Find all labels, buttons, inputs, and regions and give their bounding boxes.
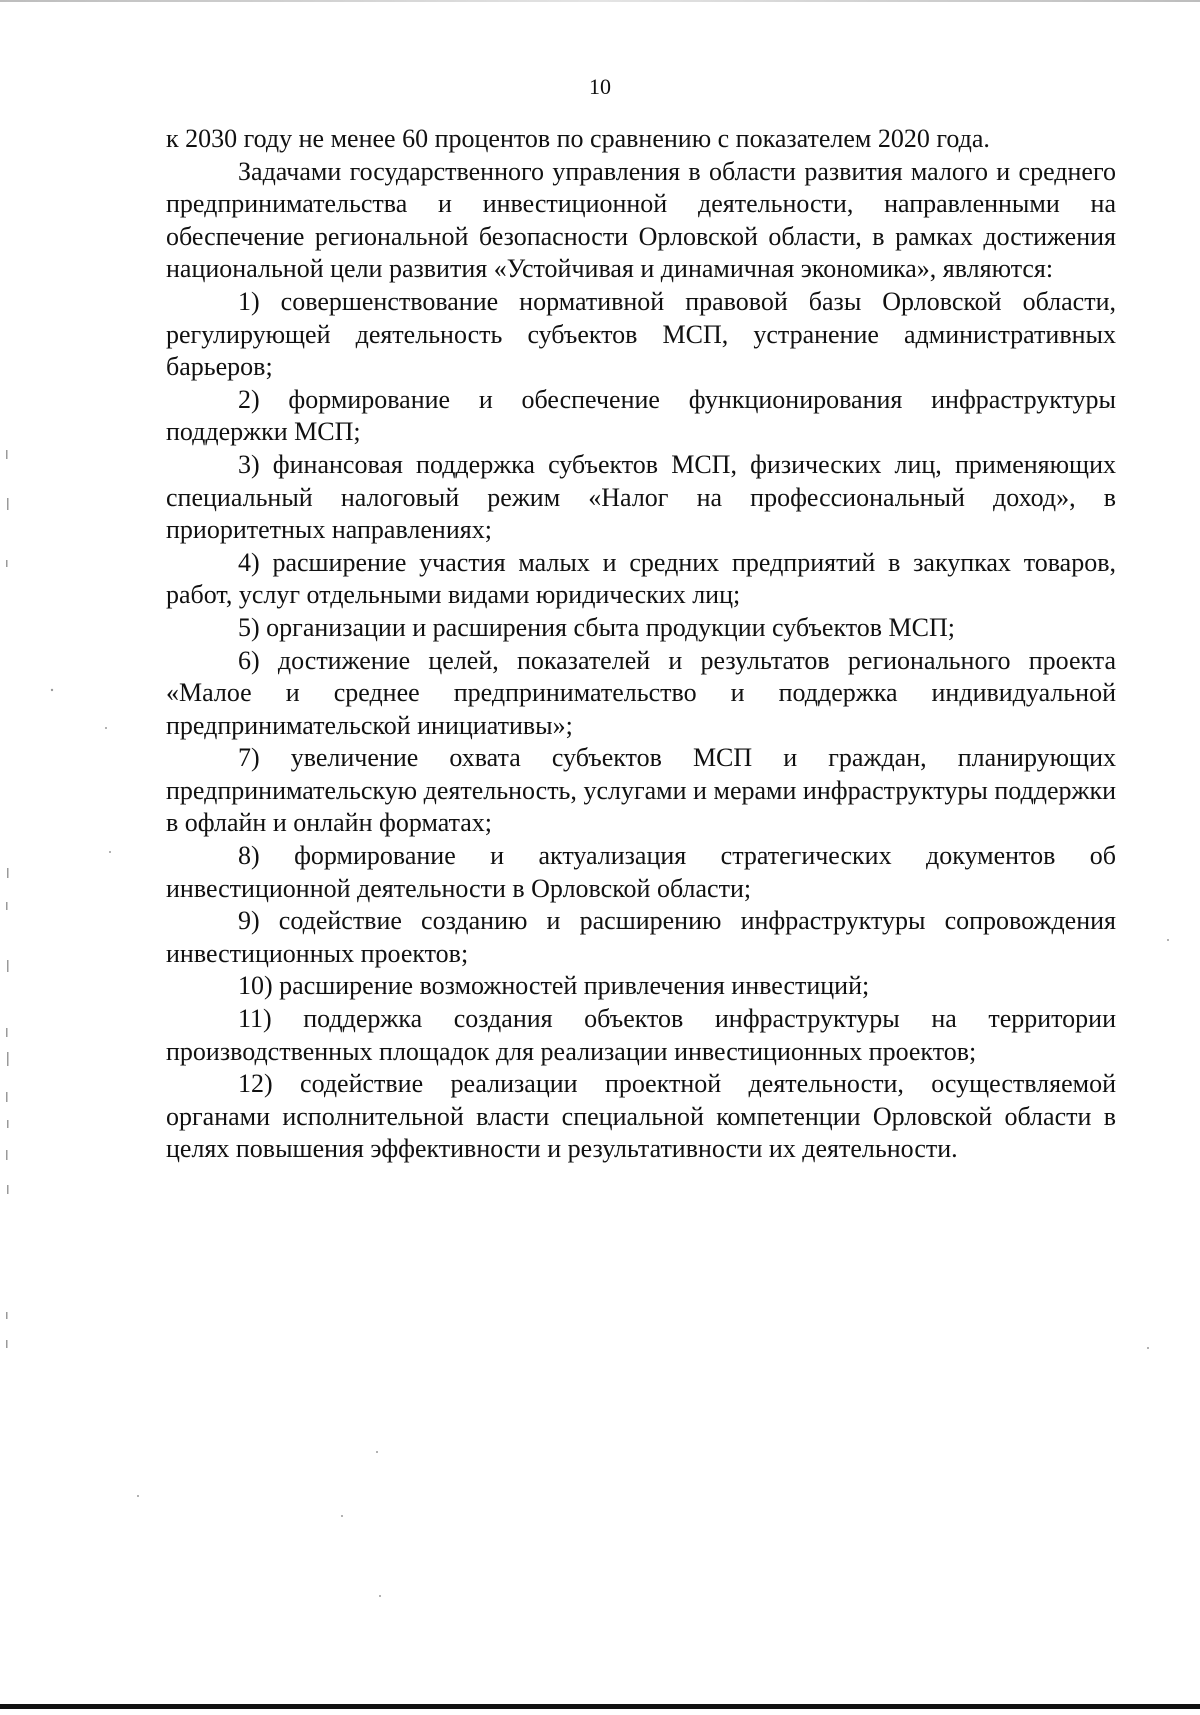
list-item-5: 5) организации и расширения сбыта продукции субъектов МСП; xyxy=(238,612,956,642)
list-item-2: 2) формирование и обеспечение функционирования инфраструктуры поддержки МСП; xyxy=(166,384,1116,447)
paragraph-continuation: к 2030 году не менее 60 процентов по сравнению с показателем 2020 года. xyxy=(166,124,990,153)
list-item-3: 3) финансовая поддержка субъектов МСП, физических лиц, применяющих специальный налоговый режим «Налог на профессиональный доход», в приоритетных направлениях; xyxy=(166,449,1116,545)
list-item-6: 6) достижение целей, показателей и результатов регионального проекта «Малое и среднее предпринимательство и поддержка индивидуальной предпринимательской инициативы»; xyxy=(166,645,1116,740)
list-item-10: 10) расширение возможностей привлечения инвестиций; xyxy=(238,971,870,1001)
scan-bottom-edge xyxy=(0,1704,1200,1709)
paragraph-tasks-intro: Задачами государственного управления в области развития малого и среднего предпринимательства и инвестиционной деятельности, направленными на обеспечение региональной безопасности Орловской области, в рамках достижения национальной цели развития «Устойчивая и динамичная экономика», являются: xyxy=(166,156,1116,284)
list-item-8: 8) формирование и актуализация стратегических документов об инвестиционной деятельности в Орловской области; xyxy=(166,841,1116,903)
list-item-11: 11) поддержка создания объектов инфраструктуры на территории производственных площадок для реализации инвестиционных проектов; xyxy=(166,1004,1116,1066)
list-item-12: 12) содействие реализации проектной деятельности, осуществляемой органами исполнительной власти специальной компетенции Орловской области в целях повышения эффективности и результативности их деятельности. xyxy=(166,1069,1116,1164)
list-item-4: 4) расширение участия малых и средних предприятий в закупках товаров, работ, услуг отдельными видами юридических лиц; xyxy=(166,547,1116,610)
list-item-9: 9) содействие созданию и расширению инфраструктуры сопровождения инвестиционных проектов; xyxy=(166,906,1116,968)
document-body xyxy=(166,123,1116,1166)
list-item-1: 1) совершенствование нормативной правовой базы Орловской области, регулирующей деятельность субъектов МСП, устранение административных барьеров; xyxy=(166,286,1116,382)
scan-top-edge xyxy=(0,0,1200,2)
list-item-7: 7) увеличение охвата субъектов МСП и граждан, планирующих предпринимательскую деятельность, услугами и мерами инфраструктуры поддержки в офлайн и онлайн форматах; xyxy=(166,743,1116,838)
page-number: 10 xyxy=(589,74,611,99)
